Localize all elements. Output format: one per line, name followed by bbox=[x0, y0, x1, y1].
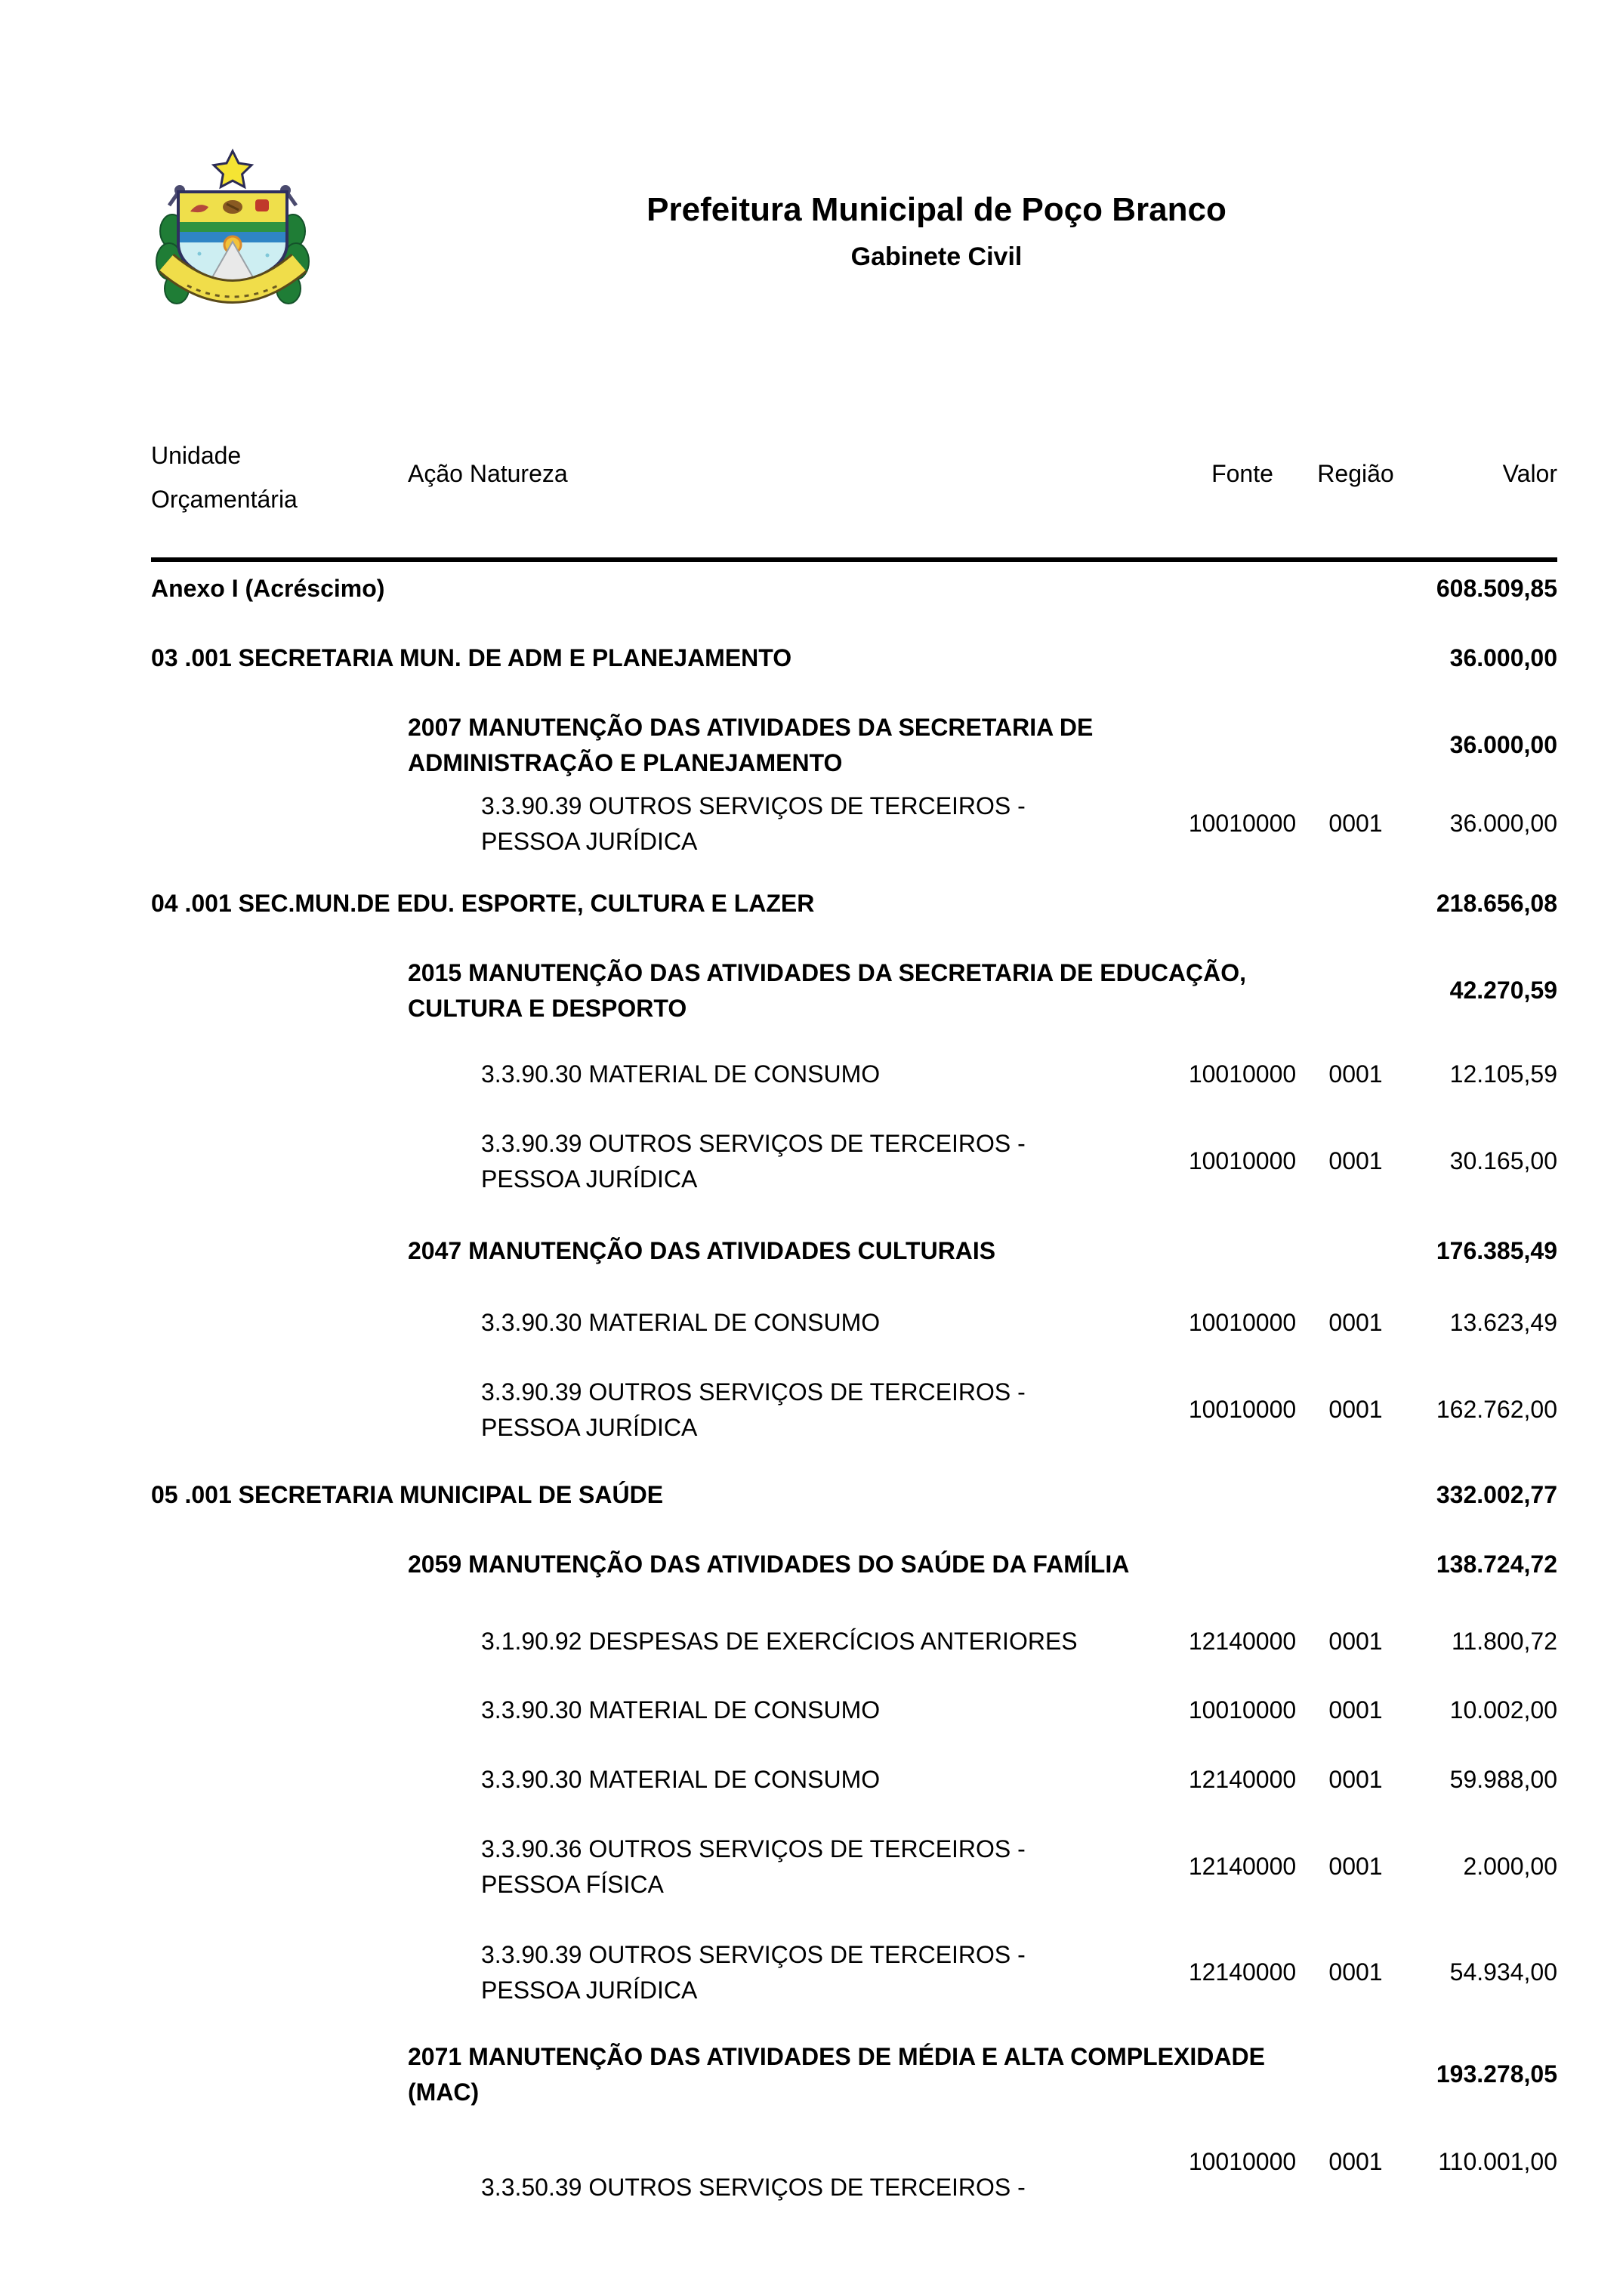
row-text: Anexo I (Acréscimo) bbox=[151, 575, 385, 602]
row-valor: 110.001,00 bbox=[1438, 2148, 1557, 2175]
row-text: 3.3.90.39 OUTROS SERVIÇOS DE TERCEIROS - PESSOA JURÍDICA bbox=[481, 792, 1026, 855]
row-text: 3.1.90.92 DESPESAS DE EXERCÍCIOS ANTERIORES bbox=[481, 1628, 1078, 1655]
row-regiao: 0001 bbox=[1328, 1060, 1383, 1088]
row-regiao: 0001 bbox=[1328, 1309, 1383, 1336]
row-fonte: 12140000 bbox=[1188, 1766, 1297, 1793]
document-header bbox=[408, 190, 1465, 272]
row-fonte: 10010000 bbox=[1188, 1396, 1297, 1423]
row-valor: 54.934,00 bbox=[1449, 1958, 1557, 1986]
row-regiao: 0001 bbox=[1328, 1396, 1383, 1423]
row-text: 03 .001 SECRETARIA MUN. DE ADM E PLANEJAMENTO bbox=[151, 644, 792, 671]
page-subtitle: Gabinete Civil bbox=[850, 242, 1023, 271]
row-regiao: 0001 bbox=[1328, 810, 1383, 837]
row-fonte: 10010000 bbox=[1188, 1696, 1297, 1724]
column-header-regiao: Região bbox=[1317, 460, 1394, 487]
row-regiao: 0001 bbox=[1328, 1147, 1383, 1174]
row-text: 3.3.90.30 MATERIAL DE CONSUMO bbox=[481, 1309, 881, 1336]
row-valor: 36.000,00 bbox=[1449, 810, 1557, 837]
row-regiao: 0001 bbox=[1328, 1696, 1383, 1724]
row-valor: 608.509,85 bbox=[1436, 575, 1557, 602]
row-text: 3.3.90.36 OUTROS SERVIÇOS DE TERCEIROS - PESSOA FÍSICA bbox=[481, 1835, 1026, 1898]
row-text: 2047 MANUTENÇÃO DAS ATIVIDADES CULTURAIS bbox=[408, 1237, 996, 1264]
row-valor: 30.165,00 bbox=[1449, 1147, 1557, 1174]
row-valor: 332.002,77 bbox=[1436, 1481, 1557, 1508]
row-valor: 10.002,00 bbox=[1449, 1696, 1557, 1724]
row-valor: 138.724,72 bbox=[1436, 1551, 1557, 1578]
row-fonte: 10010000 bbox=[1188, 1309, 1297, 1336]
row-regiao: 0001 bbox=[1328, 1628, 1383, 1655]
page-title: Prefeitura Municipal de Poço Branco bbox=[646, 191, 1227, 228]
row-fonte: 12140000 bbox=[1188, 1853, 1297, 1880]
row-valor: 218.656,08 bbox=[1436, 890, 1557, 917]
column-header-acao-natureza: Ação Natureza bbox=[408, 460, 568, 487]
row-valor: 12.105,59 bbox=[1449, 1060, 1557, 1088]
row-text: 3.3.90.30 MATERIAL DE CONSUMO bbox=[481, 1696, 881, 1724]
row-text: 2059 MANUTENÇÃO DAS ATIVIDADES DO SAÚDE DA FAMÍLIA bbox=[408, 1551, 1130, 1578]
row-valor: 11.800,72 bbox=[1452, 1628, 1557, 1655]
column-header-fonte: Fonte bbox=[1211, 460, 1273, 487]
row-fonte: 10010000 bbox=[1188, 810, 1297, 837]
column-header-unidade: Unidade Orçamentária bbox=[151, 442, 298, 513]
row-valor: 36.000,00 bbox=[1449, 644, 1557, 671]
row-valor: 42.270,59 bbox=[1449, 977, 1557, 1004]
row-valor: 176.385,49 bbox=[1436, 1237, 1557, 1264]
row-fonte: 10010000 bbox=[1188, 1060, 1297, 1088]
row-text: 3.3.90.39 OUTROS SERVIÇOS DE TERCEIROS - PESSOA JURÍDICA bbox=[481, 1130, 1026, 1193]
row-regiao: 0001 bbox=[1328, 2148, 1383, 2175]
row-valor: 162.762,00 bbox=[1436, 1396, 1557, 1423]
row-text: 3.3.90.39 OUTROS SERVIÇOS DE TERCEIROS - PESSOA JURÍDICA bbox=[481, 1941, 1026, 2004]
row-regiao: 0001 bbox=[1328, 1958, 1383, 1986]
row-valor: 193.278,05 bbox=[1436, 2060, 1557, 2088]
coat-of-arms-icon bbox=[154, 148, 311, 325]
row-text: 3.3.90.30 MATERIAL DE CONSUMO bbox=[481, 1060, 881, 1088]
row-fonte: 10010000 bbox=[1188, 2148, 1297, 2175]
row-text: 2007 MANUTENÇÃO DAS ATIVIDADES DA SECRETARIA DE ADMINISTRAÇÃO E PLANEJAMENTO bbox=[408, 714, 1094, 776]
row-valor: 59.988,00 bbox=[1449, 1766, 1557, 1793]
row-text: 3.3.90.30 MATERIAL DE CONSUMO bbox=[481, 1766, 881, 1793]
row-regiao: 0001 bbox=[1328, 1766, 1383, 1793]
row-valor: 2.000,00 bbox=[1463, 1853, 1557, 1880]
row-text: 3.3.90.39 OUTROS SERVIÇOS DE TERCEIROS - PESSOA JURÍDICA bbox=[481, 1378, 1026, 1441]
row-text: 04 .001 SEC.MUN.DE EDU. ESPORTE, CULTURA E LAZER bbox=[151, 890, 815, 917]
table-header-rule bbox=[151, 557, 1557, 562]
row-regiao: 0001 bbox=[1328, 1853, 1383, 1880]
row-valor: 13.623,49 bbox=[1449, 1309, 1557, 1336]
row-text: 05 .001 SECRETARIA MUNICIPAL DE SAÚDE bbox=[151, 1481, 664, 1508]
row-text: 2015 MANUTENÇÃO DAS ATIVIDADES DA SECRETARIA DE EDUCAÇÃO, CULTURA E DESPORTO bbox=[408, 959, 1247, 1022]
row-text: 3.3.50.39 OUTROS SERVIÇOS DE TERCEIROS - bbox=[481, 2174, 1026, 2201]
row-fonte: 12140000 bbox=[1188, 1628, 1297, 1655]
row-fonte: 12140000 bbox=[1188, 1958, 1297, 1986]
row-text: 2071 MANUTENÇÃO DAS ATIVIDADES DE MÉDIA E ALTA COMPLEXIDADE (MAC) bbox=[408, 2043, 1265, 2106]
row-fonte: 10010000 bbox=[1188, 1147, 1297, 1174]
row-valor: 36.000,00 bbox=[1449, 731, 1557, 758]
column-header-valor: Valor bbox=[1502, 460, 1557, 487]
